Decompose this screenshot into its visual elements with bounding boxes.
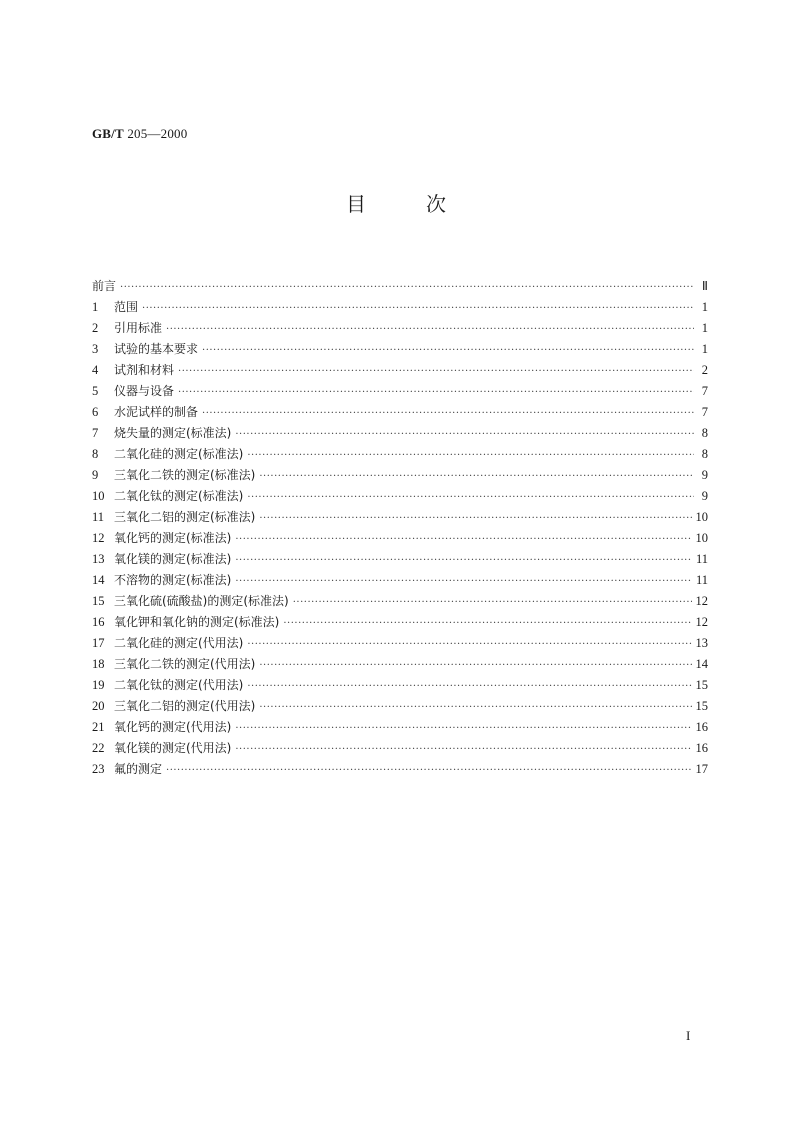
toc-entry-page: Ⅱ [701,279,708,293]
toc-entry-page: 11 [695,573,708,587]
toc-entry-page: 10 [695,510,708,524]
toc-entry-page: 14 [695,657,708,671]
toc-entry-number: 7 [92,426,99,440]
toc-entry[interactable] [92,402,708,423]
toc-entry-label: 氟的测定 [114,762,163,776]
page-title-char-2: 次 [426,192,448,216]
toc-entry-number: 9 [92,468,99,482]
toc-entry-label: 二氧化硅的测定(标准法) [114,447,244,461]
toc-entry[interactable] [92,381,708,402]
toc-entry-number: 20 [92,699,105,713]
toc-entry-number: 19 [92,678,105,692]
toc-entry-label: 三氧化二铁的测定(标准法) [114,468,256,482]
toc-entry-number: 12 [92,531,105,545]
toc-entry-page: 17 [695,762,708,776]
toc-entry-number: 2 [92,321,99,335]
toc-entry-label: 氧化镁的测定(代用法) [114,741,232,755]
toc-entry[interactable] [92,486,708,507]
toc-entry[interactable] [92,528,708,549]
toc-leader-dots [283,613,691,634]
toc-entry-page: 16 [695,741,708,755]
toc-entry-label: 三氧化二铝的测定(代用法) [114,699,256,713]
toc-entry[interactable] [92,759,708,780]
toc-entry-number: 23 [92,762,105,776]
toc-entry-label: 氧化钾和氧化钠的测定(标准法) [114,615,280,629]
toc-entry-number: 17 [92,636,105,650]
table-of-contents [92,276,708,780]
toc-entry-label: 三氧化硫(硫酸盐)的测定(标准法) [114,594,289,608]
toc-entry-number: 18 [92,657,105,671]
toc-leader-dots [235,424,694,445]
toc-entry-label: 二氧化钛的测定(代用法) [114,678,244,692]
toc-entry[interactable] [92,339,708,360]
toc-entry[interactable] [92,633,708,654]
toc-leader-dots [142,298,694,319]
toc-entry-page: 9 [701,489,708,503]
toc-leader-dots [259,655,691,676]
toc-entry[interactable] [92,570,708,591]
toc-entry-label: 烧失量的测定(标准法) [114,426,232,440]
toc-entry-page: 1 [701,342,708,356]
toc-leader-dots [247,634,691,655]
toc-entry[interactable] [92,276,708,297]
toc-leader-dots [120,277,694,298]
toc-entry[interactable] [92,444,708,465]
toc-entry-page: 1 [701,321,708,335]
toc-entry-page: 11 [695,552,708,566]
toc-entry[interactable] [92,423,708,444]
page-title [0,188,794,217]
toc-entry-number: 15 [92,594,105,608]
toc-entry[interactable] [92,549,708,570]
toc-leader-dots [166,760,691,781]
toc-leader-dots [202,340,694,361]
toc-entry-page: 15 [695,699,708,713]
toc-entry-page: 13 [695,636,708,650]
toc-entry-number: 21 [92,720,105,734]
toc-leader-dots [259,697,691,718]
toc-entry-label: 前言 [92,279,117,293]
toc-leader-dots [259,508,691,529]
toc-entry-page: 8 [701,447,708,461]
toc-entry[interactable] [92,696,708,717]
standard-code [92,126,187,142]
standard-number: 205—2000 [127,126,188,141]
toc-entry[interactable] [92,675,708,696]
toc-entry-label: 氧化钙的测定(代用法) [114,720,232,734]
toc-entry-number: 3 [92,342,99,356]
toc-entry-label: 不溶物的测定(标准法) [114,573,232,587]
toc-entry[interactable] [92,612,708,633]
standard-prefix: GB/T [92,126,124,141]
toc-entry-number: 22 [92,741,105,755]
toc-entry[interactable] [92,465,708,486]
toc-entry-number: 16 [92,615,105,629]
toc-leader-dots [235,718,691,739]
toc-entry-number: 14 [92,573,105,587]
toc-entry-page: 15 [695,678,708,692]
toc-leader-dots [293,592,692,613]
toc-leader-dots [235,529,691,550]
toc-entry-page: 7 [701,384,708,398]
toc-entry[interactable] [92,297,708,318]
toc-entry-number: 13 [92,552,105,566]
toc-entry[interactable] [92,654,708,675]
toc-leader-dots [235,571,692,592]
toc-entry-number: 6 [92,405,99,419]
page-title-char-1: 目 [346,192,368,216]
toc-entry-label: 二氧化硅的测定(代用法) [114,636,244,650]
toc-entry-label: 三氧化二铝的测定(标准法) [114,510,256,524]
toc-entry-page: 16 [695,720,708,734]
toc-entry-label: 引用标准 [114,321,163,335]
toc-entry-number: 5 [92,384,99,398]
toc-entry-page: 8 [701,426,708,440]
toc-leader-dots [178,361,694,382]
toc-entry-page: 1 [701,300,708,314]
toc-entry-label: 仪器与设备 [114,384,175,398]
toc-entry-label: 试剂和材料 [114,363,175,377]
toc-entry[interactable] [92,591,708,612]
toc-entry-label: 二氧化钛的测定(标准法) [114,489,244,503]
toc-entry-number: 8 [92,447,99,461]
toc-entry-page: 10 [695,531,708,545]
toc-entry-label: 水泥试样的制备 [114,405,199,419]
toc-leader-dots [247,487,694,508]
toc-entry-number: 1 [92,300,99,314]
toc-entry-label: 氧化钙的测定(标准法) [114,531,232,545]
toc-entry[interactable] [92,738,708,759]
toc-entry-number: 4 [92,363,99,377]
toc-entry[interactable] [92,360,708,381]
toc-entry[interactable] [92,717,708,738]
toc-leader-dots [166,319,694,340]
toc-entry-label: 三氧化二铁的测定(代用法) [114,657,256,671]
toc-entry-number: 10 [92,489,105,503]
toc-entry-page: 7 [701,405,708,419]
toc-entry-label: 氧化镁的测定(标准法) [114,552,232,566]
toc-entry-page: 12 [695,594,708,608]
toc-leader-dots [235,739,691,760]
toc-entry-number: 11 [92,510,105,524]
toc-leader-dots [247,676,691,697]
toc-leader-dots [259,466,694,487]
toc-entry[interactable] [92,318,708,339]
toc-entry-label: 试验的基本要求 [114,342,199,356]
toc-entry-label: 范围 [114,300,139,314]
toc-entry-page: 9 [701,468,708,482]
toc-entry-page: 12 [695,615,708,629]
toc-leader-dots [178,382,694,403]
toc-leader-dots [235,550,692,571]
toc-entry[interactable] [92,507,708,528]
toc-entry-page: 2 [701,363,708,377]
page-folio: I [686,1028,691,1043]
toc-leader-dots [202,403,694,424]
toc-leader-dots [247,445,694,466]
